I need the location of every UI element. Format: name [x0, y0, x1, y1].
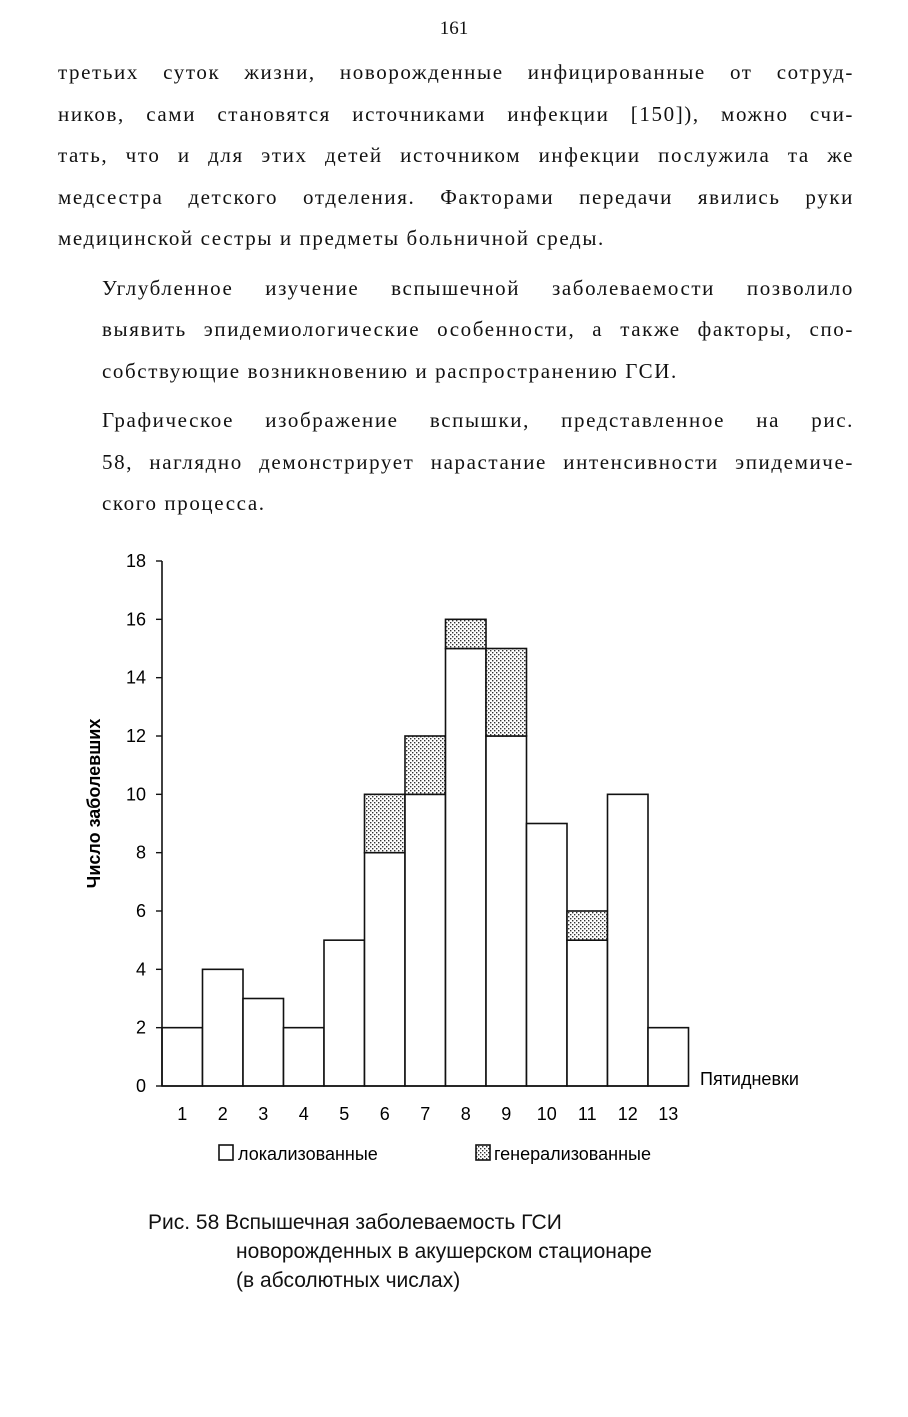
- text-line: 58, наглядно демонстрирует нарастание интенсивности эпидемиче-: [102, 449, 854, 474]
- bar-localized: [324, 940, 365, 1086]
- y-tick-label: 0: [135, 1076, 146, 1096]
- text-line: Графическое изображение вспышки, представленное на рис.: [102, 408, 854, 432]
- x-tick-label: 6: [379, 1104, 390, 1124]
- x-tick-label: 12: [617, 1104, 638, 1124]
- legend-swatch-generalized: [476, 1145, 490, 1160]
- bar-localized: [405, 794, 446, 1086]
- bar-generalized: [405, 736, 446, 794]
- bar-localized: [486, 736, 527, 1086]
- y-tick-label: 18: [125, 551, 146, 571]
- caption-line-3: (в абсолютных числах): [236, 1269, 461, 1292]
- y-tick-label: 6: [135, 901, 146, 921]
- x-tick-label: 13: [658, 1104, 679, 1124]
- y-tick-label: 8: [135, 842, 146, 863]
- x-tick-label: 4: [298, 1104, 309, 1124]
- bar-localized: [608, 794, 649, 1086]
- y-tick-label: 16: [125, 609, 146, 630]
- text-line: собствующие возникновению и распространению ГСИ.: [102, 358, 678, 383]
- legend-label-localized: локализованные: [238, 1144, 378, 1164]
- x-tick-label: 11: [577, 1104, 597, 1124]
- x-axis-label: Пятидневки: [700, 1069, 799, 1089]
- y-tick-label: 2: [135, 1017, 146, 1038]
- caption-line-1: Рис. 58 Вспышечная заболеваемость ГСИ: [148, 1211, 562, 1234]
- bar-generalized: [446, 619, 487, 648]
- text-line: тать, что и для этих детей источником инфекции послужила та же: [58, 143, 854, 167]
- bar-localized: [365, 853, 406, 1086]
- bar-localized: [527, 824, 568, 1087]
- bar-localized: [567, 940, 608, 1086]
- bar-localized: [203, 969, 244, 1086]
- y-tick-label: 4: [135, 959, 146, 980]
- x-tick-label: 7: [420, 1104, 431, 1124]
- y-tick-label: 12: [125, 726, 146, 746]
- bar-localized: [648, 1028, 689, 1086]
- text-line: медсестра детского отделения. Факторами передачи явились руки: [58, 184, 854, 209]
- x-tick-label: 9: [501, 1104, 512, 1124]
- bar-localized: [162, 1028, 203, 1086]
- text-line: ников, сами становятся источниками инфекции [150]), можно счи-: [58, 101, 854, 126]
- bar-localized: [243, 999, 284, 1087]
- caption-line-2: новорожденных в акушерском стационаре: [236, 1240, 652, 1263]
- y-axis-label: Число заболевших: [84, 718, 104, 889]
- x-tick-label: 5: [339, 1104, 350, 1124]
- text-line: Углубленное изучение вспышечной заболеваемости позволило: [102, 275, 854, 300]
- x-tick-label: 2: [217, 1104, 228, 1124]
- bar-generalized: [486, 649, 527, 737]
- outbreak-bar-chart: [0, 540, 908, 1200]
- bar-generalized: [567, 911, 608, 940]
- text-line: выявить эпидемиологические особенности, а также факторы, спо-: [102, 317, 854, 341]
- paragraph: [58, 400, 854, 525]
- legend-label-generalized: генерализованные: [494, 1144, 651, 1164]
- bar-localized: [284, 1028, 325, 1086]
- text-line: третьих суток жизни, новорожденные инфицированные от сотруд-: [58, 60, 854, 84]
- text-line: медицинской сестры и предметы больничной среды.: [58, 226, 605, 250]
- figure-caption: [148, 1208, 808, 1295]
- paragraph: [58, 268, 854, 393]
- text-line: ского процесса.: [102, 491, 266, 515]
- page-number: 161: [439, 18, 469, 39]
- x-tick-label: 3: [258, 1104, 269, 1124]
- bar-generalized: [365, 794, 406, 852]
- x-tick-label: 1: [177, 1104, 188, 1124]
- legend: [219, 1144, 651, 1164]
- bar-localized: [446, 649, 487, 1087]
- y-tick-label: 14: [125, 667, 146, 688]
- paragraph: [58, 52, 854, 260]
- bars-group: [162, 619, 689, 1086]
- legend-swatch-localized: [219, 1145, 233, 1160]
- body-text: [58, 52, 854, 533]
- y-tick-label: 10: [125, 784, 146, 805]
- x-tick-label: 8: [460, 1104, 471, 1124]
- x-tick-label: 10: [536, 1104, 557, 1124]
